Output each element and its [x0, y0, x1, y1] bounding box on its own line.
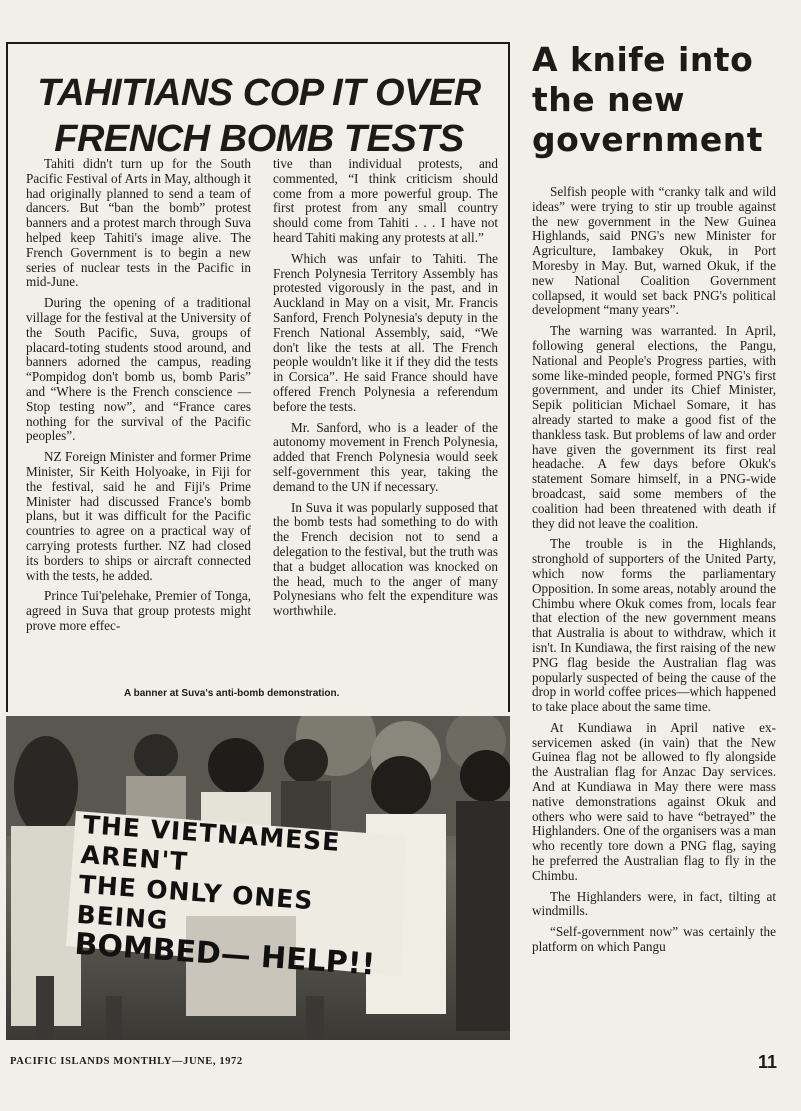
publication-footer: PACIFIC ISLANDS MONTHLY—JUNE, 1972: [10, 1056, 243, 1067]
paragraph: The warning was warranted. In April, following general elections, the Pangu, National and People's Progress parties, with some like-minded people, formed PNG's first government, and under its Chief Minister, Sepik politician Michael Somare, it has already started to make a good fist of the thankless task. But problems of law and order have given the government its first real headache. A few days before Okuk's statement Somare himself, in a PNG-wide broadcast, said some members of the coalition had been threatened with death if they did not leave the coalition.: [532, 323, 776, 531]
paragraph: The Highlanders were, in fact, tilting at windmills.: [532, 888, 776, 919]
left-headline-line2: FRENCH BOMB TESTS: [54, 118, 464, 160]
right-headline-line2: the new: [532, 80, 685, 119]
left-headline: [14, 70, 504, 162]
banner-line2: THE ONLY ONES BEING: [75, 869, 315, 936]
banner-line1: THE VIETNAMESE AREN'T: [79, 810, 342, 877]
banner-line3: BOMBED— HELP!!: [73, 926, 377, 983]
right-headline: [532, 40, 792, 160]
paragraph: The trouble is in the Highlands, stronghold of supporters of the United Party, which now forms the parliamentary Opposition. In some areas, notably around the Chimbu where Okuk comes from, locals fear that election of the new government means that Australia is about to withdraw, which it isn't. In Kundiawa, the first raising of the new PNG flag beside the Australian flag was popularly suspected of being the cause of the drop in world coffee prices—which happened to take place about the same time.: [532, 536, 776, 715]
page-number: 11: [758, 1052, 778, 1072]
paragraph: “Self-government now” was certainly the platform on which Pangu: [532, 924, 776, 955]
banner-text: [74, 810, 414, 983]
paragraph: NZ Foreign Minister and former Prime Minister, Sir Keith Holyoake, in Fiji for the festival, said he and Fiji's Prime Minister had discussed France's bomb plans, but it was difficult for the Pacific countries to agree on a practical way of carrying protests further. NZ had closed its borders to ships or aircraft connected with the tests, he added.: [26, 449, 251, 583]
left-column-1: [26, 157, 251, 640]
paragraph: Tahiti didn't turn up for the South Pacific Festival of Arts in May, although it had originally planned to send a team of dancers. But “ban the bomb” protest banners and a protest march through Suva helped keep Tahiti's image alive. The French Government is to begin a new series of nuclear tests in the Pacific in mid-June.: [26, 156, 251, 290]
paragraph: During the opening of a traditional village for the festival at the University of the South Pacific, Suva, groups of placard-toting students stood around, and banners adorned the campus, reading “Pompidog don't bomb us, bomb Paris” and “Where is the French conscience — Stop testing now”, and “France cares nothing for the survival of the Pacific peoples”.: [26, 295, 251, 444]
paragraph: Mr. Sanford, who is a leader of the autonomy movement in French Polynesia, added that French Polynesia would seek self-government this year, taking the demand to the UN if necessary.: [273, 419, 498, 494]
paragraph: tive than individual protests, and commented, “I think criticism should come from a more powerful group. The first protest from any small country should come from Tahiti . . . I have not heard Tahiti making any protests at all.”: [273, 156, 498, 245]
paragraph: Selfish people with “cranky talk and wild ideas” were trying to stir up trouble against the new government in the New Guinea Highlands, said PNG's new Minister for Agriculture, Iambakey Okuk, in Port Moresby in May. But, warned Okuk, if the new National Coalition Government collapsed, it would set back PNG's political development “many years”.: [532, 184, 776, 318]
left-column-2: [273, 157, 498, 640]
right-headline-line3: government: [532, 120, 763, 159]
paragraph: Which was unfair to Tahiti. The French Polynesia Territory Assembly has protested vigorously in the past, and in Auckland in May on a visit, Mr. Francis Sanford, French Polynesia's deputy in the French National Assembly, said, “We don't like the tests at all. The French people wouldn't like it if they did the tests in Corsica”. He said France should have offered French Polynesia a referendum before the tests.: [273, 250, 498, 414]
left-headline-line1: TAHITIANS COP IT OVER: [37, 72, 481, 114]
paragraph: In Suva it was popularly supposed that the bomb tests had something to do with the French decision not to send a delegation to the festival, but the truth was that a budget allocation was knocked on the head, much to the anger of many Polynesians who felt the expenditure was worthwhile.: [273, 499, 498, 619]
paragraph: At Kundiawa in April native ex-servicemen asked (in vain) that the New Guinea flag not be allowed to fly alongside the Australian flag for Anzac Day services. And at Kundiawa in May there were mass native demonstrations against Okuk and others who were said to have “betrayed” the Highlanders. One of the organisers was a man who recently tore down a PNG flag, saying he preferred the Australian flag to fly in the Chimbu.: [532, 719, 776, 883]
right-headline-line1: A knife into: [532, 40, 754, 79]
right-article-body: [532, 185, 776, 961]
left-article-body: [26, 157, 498, 640]
photo-caption: A banner at Suva's anti-bomb demonstration.: [124, 688, 340, 699]
paragraph: Prince Tui'pelehake, Premier of Tonga, agreed in Suva that group protests might prove more effec-: [26, 588, 251, 633]
